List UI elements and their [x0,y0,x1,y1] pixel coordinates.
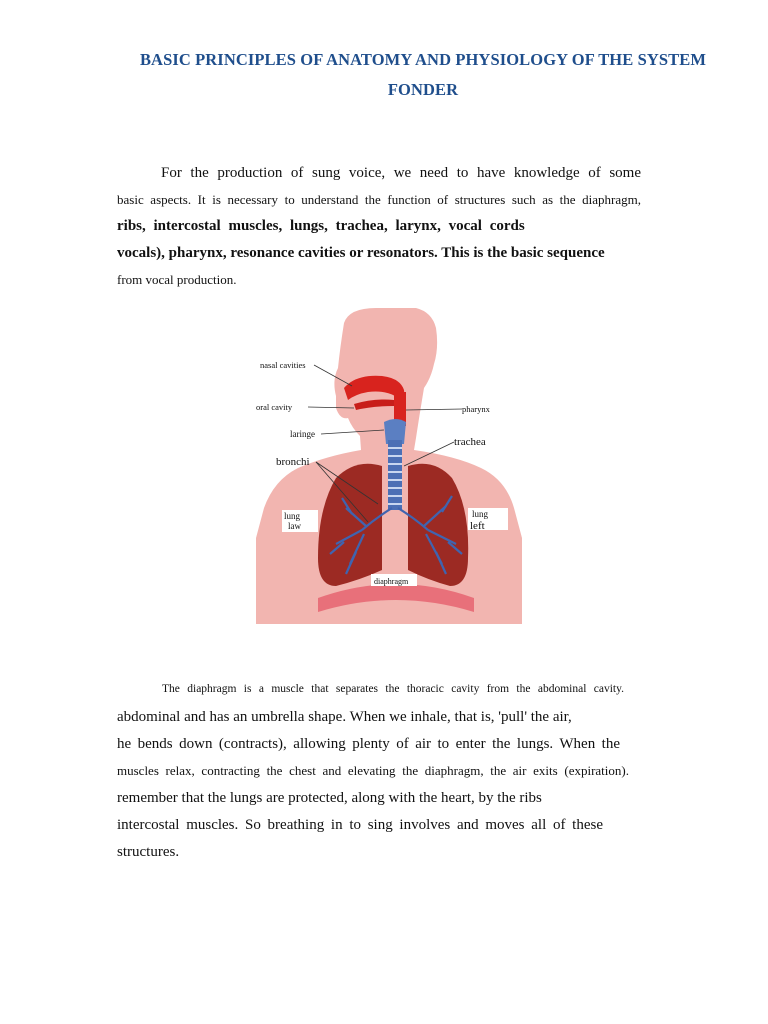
label-right-lung-1: lung [284,511,301,521]
text-line: The diaphragm is a muscle that separates the thoracic cavity from the abdominal cavity. [162,683,624,695]
label-left-lung-2: left [470,520,485,532]
respiratory-diagram [256,308,522,624]
label-laringe: laringe [290,429,315,439]
respiratory-illustration [256,308,522,624]
text-line: from vocal production. [117,272,237,287]
text-line: structures. [117,844,180,860]
trachea-shape [388,440,402,510]
label-trachea: trachea [454,436,486,448]
label-oral-cavity: oral cavity [256,402,293,412]
label-left-lung-1: lung [472,509,489,519]
title-line-2: FONDER [387,80,459,99]
text-line: For the production of sung voice, we need to have knowledge of some [161,165,641,181]
text-line: basic aspects. It is necessary to understand the function of structures such as the diaphragm, [117,192,641,207]
text-line: ribs, intercostal muscles, lungs, trachea, larynx, vocal cords [117,218,525,234]
label-bronchi: bronchi [276,456,310,468]
title-line-1: BASIC PRINCIPLES OF ANATOMY AND PHYSIOLOGY OF THE SYSTEM [139,50,707,69]
label-pharynx: pharynx [462,404,490,414]
text-line: intercostal muscles. So breathing in to sing involves and moves all of these [117,817,603,833]
text-line: vocals), pharynx, resonance cavities or resonators. This is the basic sequence [117,245,605,261]
text-line: remember that the lungs are protected, along with the heart, by the ribs [117,790,542,806]
label-diaphragm: diaphragm [374,577,409,586]
label-right-lung-2: law [288,521,301,531]
label-nasal-cavities: nasal cavities [260,360,306,370]
text-line: abdominal and has an umbrella shape. When we inhale, that is, 'pull' the air, [117,709,572,725]
text-line: muscles relax, contracting the chest and elevating the diaphragm, the air exits (expiration). [117,763,629,778]
text-line: he bends down (contracts), allowing plenty of air to enter the lungs. When the [117,736,620,752]
